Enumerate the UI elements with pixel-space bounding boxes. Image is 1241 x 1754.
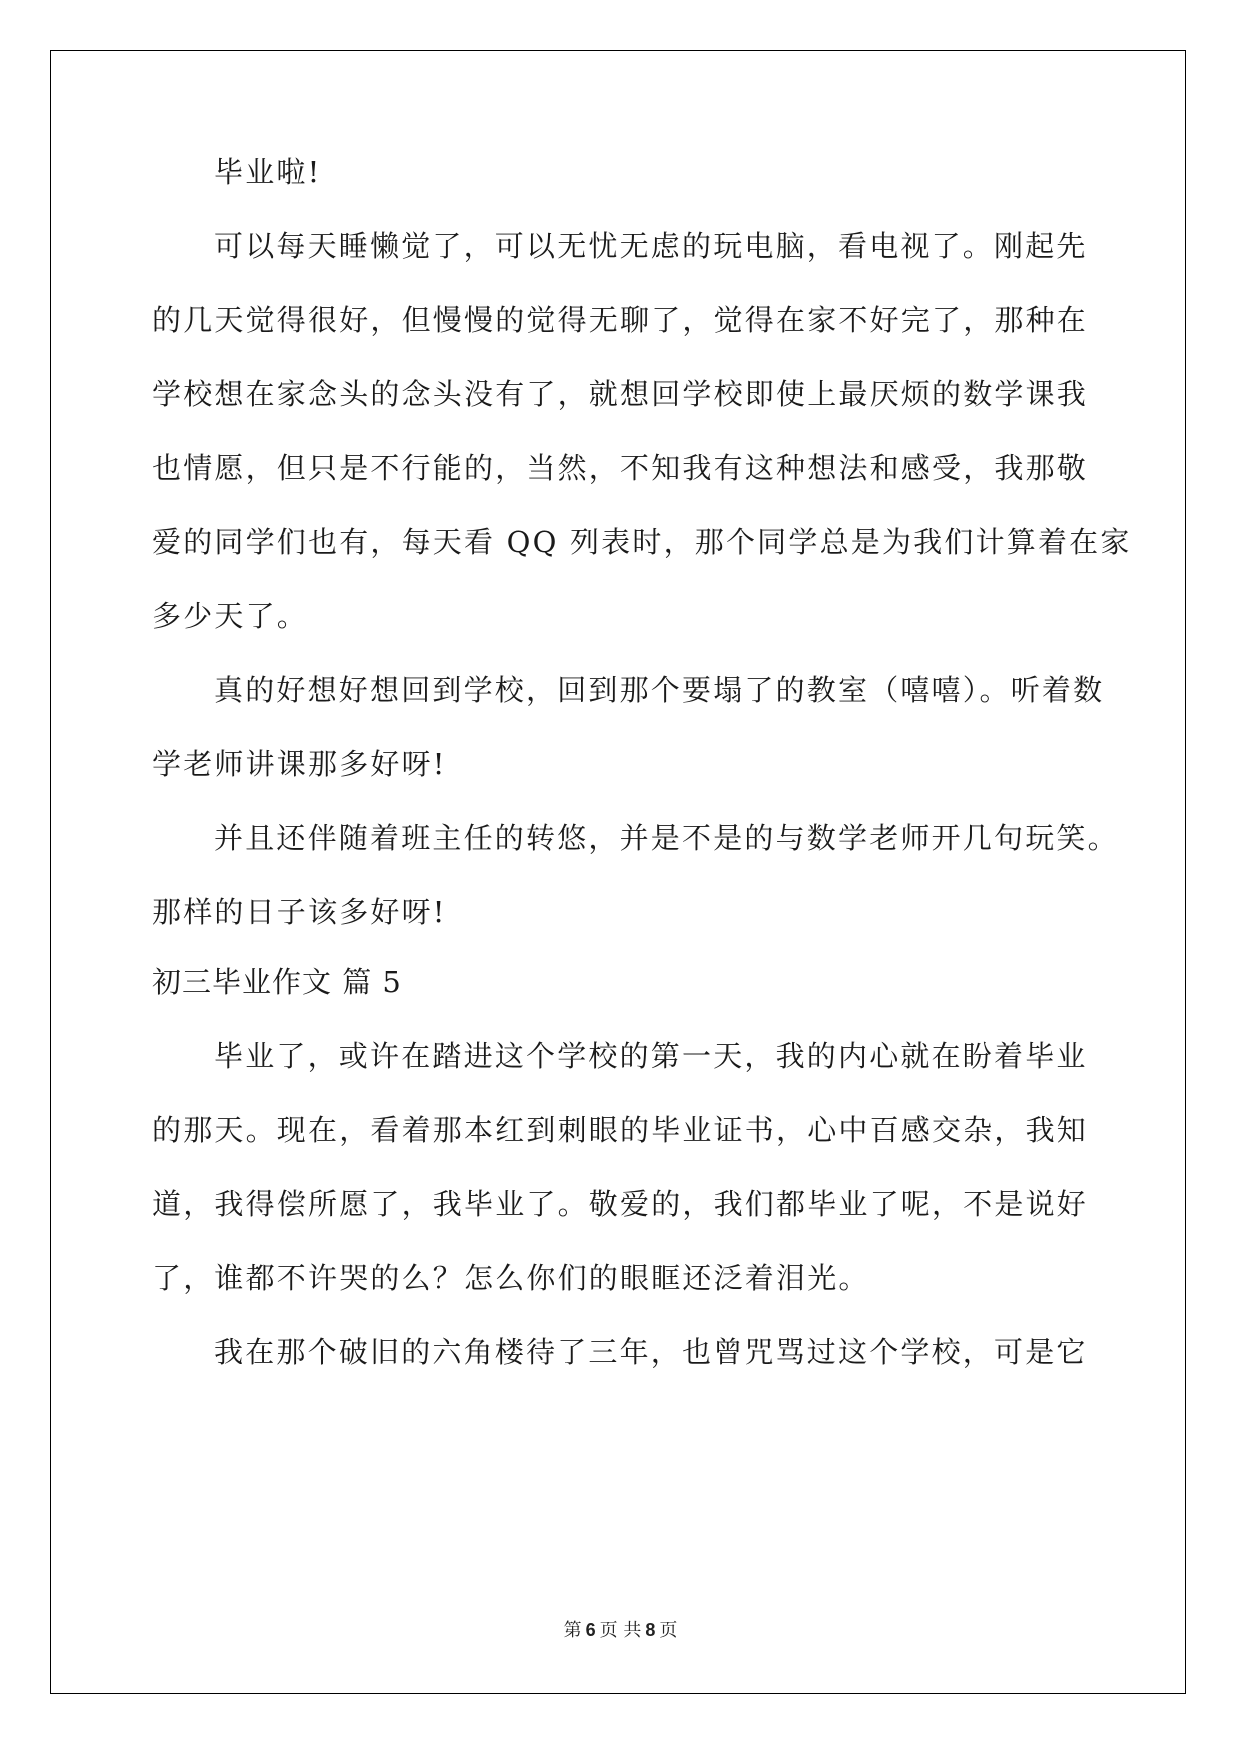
paragraph-line: 学校想在家念头的念头没有了，就想回学校即使上最厌烦的数学课我: [152, 377, 1089, 411]
paragraph-line: 多少天了。: [152, 599, 309, 633]
paragraph-line: 可以每天睡懒觉了，可以无忧无虑的玩电脑，看电视了。刚起先: [214, 229, 1088, 263]
footer-suffix: 页: [659, 1620, 678, 1641]
paragraph-line: 那样的日子该多好呀!: [152, 895, 447, 929]
paragraph-line: 的几天觉得很好，但慢慢的觉得无聊了，觉得在家不好完了，那种在: [152, 303, 1089, 337]
paragraph-line: 了，谁都不许哭的么？怎么你们的眼眶还泛着泪光。: [152, 1261, 870, 1295]
page-footer: [0, 1616, 1241, 1642]
page-border: [50, 50, 1186, 1694]
paragraph-line: 爱的同学们也有，每天看 QQ 列表时，那个同学总是为我们计算着在家: [152, 525, 1132, 559]
current-page-number: 6: [585, 1620, 596, 1640]
paragraph-line: 的那天。现在，看着那本红到刺眼的毕业证书，心中百感交杂，我知: [152, 1113, 1089, 1147]
paragraph-line: 也情愿，但只是不行能的，当然，不知我有这种想法和感受，我那敬: [152, 451, 1089, 485]
paragraph-line: 毕业啦!: [214, 155, 322, 189]
paragraph-line: 真的好想好想回到学校，回到那个要塌了的教室（嘻嘻）。听着数: [214, 673, 1105, 707]
paragraph-line: 我在那个破旧的六角楼待了三年，也曾咒骂过这个学校，可是它: [214, 1335, 1088, 1369]
paragraph-line: 道，我得偿所愿了，我毕业了。敬爱的，我们都毕业了呢，不是说好: [152, 1187, 1089, 1221]
footer-prefix: 第: [563, 1620, 582, 1641]
paragraph-line: 并且还伴随着班主任的转悠，并是不是的与数学老师开几句玩笑。: [214, 821, 1119, 855]
paragraph-line: 学老师讲课那多好呀!: [152, 747, 447, 781]
footer-mid: 页 共: [599, 1620, 642, 1641]
paragraph-line: 毕业了，或许在踏进这个学校的第一天，我的内心就在盼着毕业: [214, 1039, 1088, 1073]
section-heading: 初三毕业作文 篇 5: [152, 965, 402, 999]
total-page-number: 8: [645, 1620, 656, 1640]
